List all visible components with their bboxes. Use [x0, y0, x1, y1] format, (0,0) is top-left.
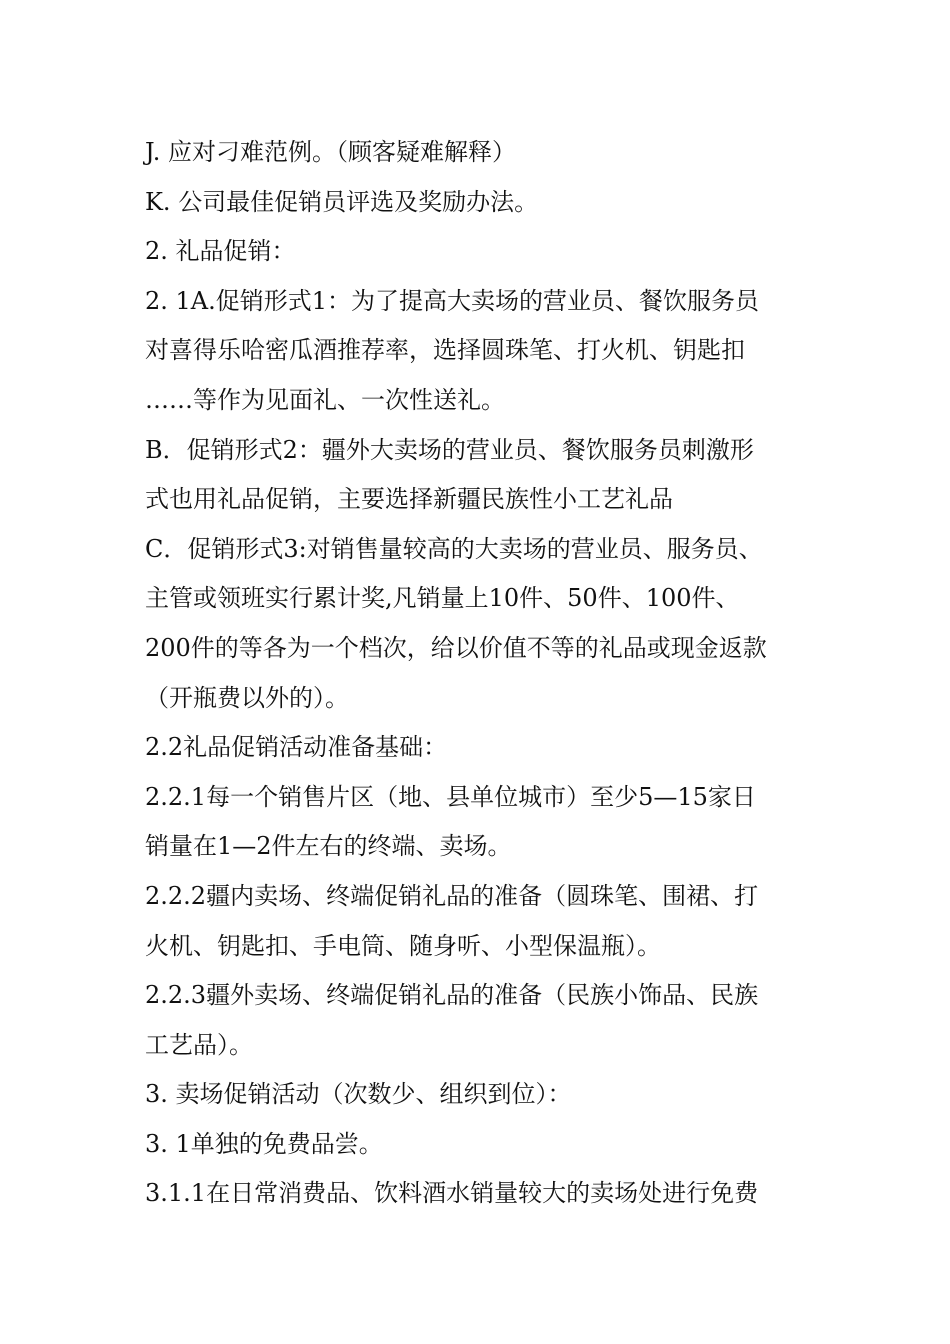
text-line: 2. 1A.促销形式1：为了提高大卖场的营业员、餐饮服务员	[145, 286, 760, 315]
document-body	[145, 128, 835, 1219]
text-line: 对喜得乐哈密瓜酒推荐率，选择圆珠笔、打火机、钥匙扣	[145, 336, 745, 365]
text-line: 2.2.1每一个销售片区（地、县单位城市）至少5—15家日	[145, 782, 756, 811]
text-line: 2.2.2疆内卖场、终端促销礼品的准备（圆珠笔、围裙、打	[145, 881, 759, 910]
text-line: 2.2礼品促销活动准备基础：	[145, 733, 448, 762]
text-line: J. 应对刁难范例。（顾客疑难解释）	[145, 138, 517, 166]
text-line: K. 公司最佳促销员评选及奖励办法。	[145, 187, 539, 216]
text-line: 销量在1—2件左右的终端、卖场。	[145, 832, 512, 861]
text-line: 2. 礼品促销：	[145, 237, 296, 266]
text-line: C．促销形式3:对销售量较高的大卖场的营业员、服务员、	[145, 534, 763, 563]
text-line: 火机、钥匙扣、手电筒、随身听、小型保温瓶）。	[145, 931, 661, 960]
text-line: 主管或领班实行累计奖,凡销量上10件、50件、100件、	[145, 584, 740, 613]
text-line: B．促销形式2：疆外大卖场的营业员、餐饮服务员刺激形	[145, 435, 754, 464]
text-line: 3. 1单独的免费品尝。	[145, 1129, 383, 1158]
text-line: 工艺品）。	[145, 1030, 253, 1059]
text-line: 200件的等各为一个档次，给以价值不等的礼品或现金返款	[145, 633, 767, 662]
text-line: 3. 卖场促销活动（次数少、组织到位）：	[145, 1080, 572, 1109]
text-line: 式也用礼品促销，主要选择新疆民族性小工艺礼品	[145, 485, 673, 514]
text-line: 2.2.3疆外卖场、终端促销礼品的准备（民族小饰品、民族	[145, 981, 759, 1010]
text-line: （开瓶费以外的）。	[145, 683, 349, 712]
text-line: 3.1.1在日常消费品、饮料酒水销量较大的卖场处进行免费	[145, 1179, 759, 1208]
text-line: ……等作为见面礼、一次性送礼。	[145, 385, 505, 414]
